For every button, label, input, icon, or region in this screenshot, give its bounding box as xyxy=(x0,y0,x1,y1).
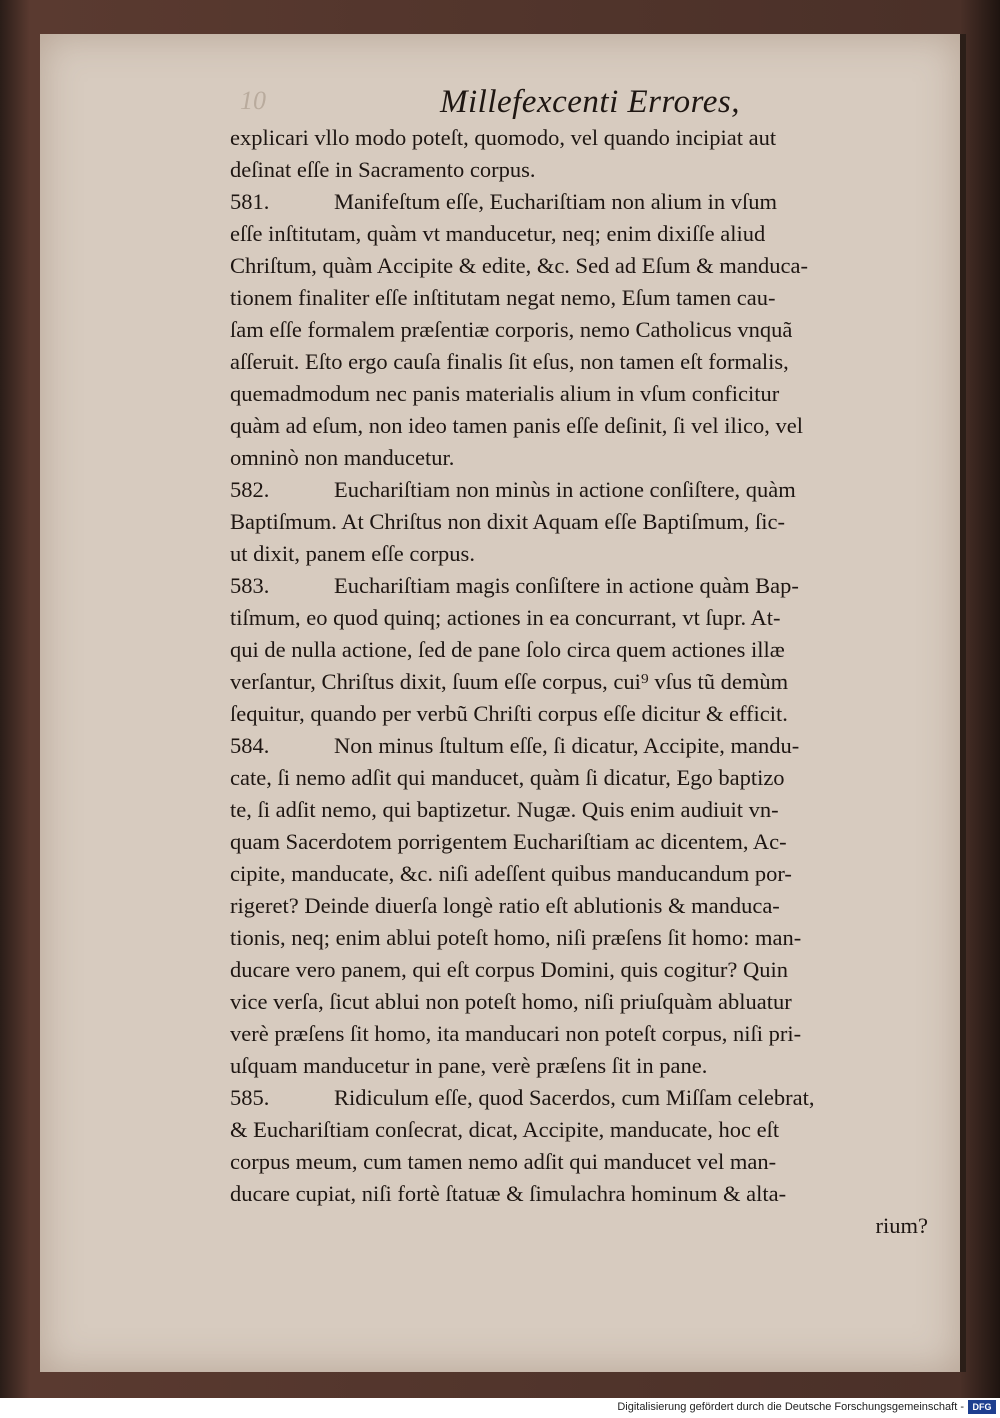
line-text: vice verſa, ſicut ablui non poteſt homo, niſi priuſquàm abluatur xyxy=(230,989,792,1014)
text-line xyxy=(230,890,928,922)
line-text: rigeret? Deinde diuerſa longè ratio eſt ablutionis & manduca- xyxy=(230,893,780,918)
line-text: tionem finaliter eſſe inſtitutam negat nemo, Eſum tamen cau- xyxy=(230,285,776,310)
page-number: 10 xyxy=(240,86,266,115)
dfg-logo: DFG xyxy=(968,1400,996,1414)
text-line xyxy=(230,858,928,890)
text-line xyxy=(230,1082,928,1114)
line-text: Manifeſtum eſſe, Euchariſtiam non alium in vſum xyxy=(334,189,778,214)
digitization-footer xyxy=(0,1398,1000,1418)
text-line xyxy=(230,122,928,154)
text-line xyxy=(230,954,928,986)
footer-credit: Digitalisierung gefördert durch die Deutsche Forschungsgemeinschaft - xyxy=(617,1401,964,1413)
line-text: deſinat eſſe in Sacramento corpus. xyxy=(230,157,536,182)
text-line xyxy=(230,1050,928,1082)
line-text: ut dixit, panem eſſe corpus. xyxy=(230,541,475,566)
text-line xyxy=(230,1018,928,1050)
text-line xyxy=(230,506,928,538)
line-text: Baptiſmum. At Chriſtus non dixit Aquam eſſe Baptiſmum, ſic- xyxy=(230,509,785,534)
line-text: & Euchariſtiam conſecrat, dicat, Accipite, manducate, hoc eſt xyxy=(230,1117,780,1142)
text-line xyxy=(230,250,928,282)
section-number: 581. xyxy=(230,189,270,214)
text-line xyxy=(230,186,928,218)
line-text: explicari vllo modo poteſt, quomodo, vel quando incipiat aut xyxy=(230,125,777,150)
text-line xyxy=(230,986,928,1018)
line-text: cipite, manducate, &c. niſi adeſſent quibus manducandum por- xyxy=(230,861,792,886)
text-line xyxy=(230,794,928,826)
text-line xyxy=(230,410,928,442)
text-line xyxy=(230,378,928,410)
line-text: ducare vero panem, qui eſt corpus Domini, quis cogitur? Quin xyxy=(230,957,788,982)
text-line xyxy=(230,1114,928,1146)
text-line xyxy=(230,762,928,794)
line-text: omninò non manducetur. xyxy=(230,445,455,470)
line-text: ſequitur, quando per verbũ Chriſti corpus eſſe dicitur & efficit. xyxy=(230,701,788,726)
text-line xyxy=(230,154,928,186)
line-text: Chriſtum, quàm Accipite & edite, &c. Sed ad Eſum & manduca- xyxy=(230,253,808,278)
section-number: 583. xyxy=(230,573,270,598)
line-text: Euchariſtiam magis conſiſtere in actione quàm Bap- xyxy=(334,573,799,598)
text-line xyxy=(230,602,928,634)
text-line xyxy=(230,698,928,730)
text-line xyxy=(230,730,928,762)
text-line xyxy=(230,474,928,506)
text-line xyxy=(230,922,928,954)
section-number: 585. xyxy=(230,1085,270,1110)
line-text: qui de nulla actione, ſed de pane ſolo circa quem actiones illæ xyxy=(230,637,785,662)
text-line xyxy=(230,666,928,698)
line-text: uſquam manducetur in pane, verè præſens ſit in pane. xyxy=(230,1053,708,1078)
text-line xyxy=(230,442,928,474)
running-head: Millefexcenti Errores, xyxy=(440,84,740,120)
text-line xyxy=(230,218,928,250)
line-text: ſam eſſe formalem præſentiæ corporis, nemo Catholicus vnquã xyxy=(230,317,793,342)
line-text: rium? xyxy=(875,1213,928,1238)
section-number: 582. xyxy=(230,477,270,502)
line-text: corpus meum, cum tamen nemo adſit qui manducet vel man- xyxy=(230,1149,777,1174)
line-text: cate, ſi nemo adſit qui manducet, quàm ſi dicatur, Ego baptizo xyxy=(230,765,785,790)
body-text xyxy=(230,122,928,1242)
text-line xyxy=(230,634,928,666)
line-text: quam Sacerdotem porrigentem Euchariſtiam ac dicentem, Ac- xyxy=(230,829,787,854)
line-text: tionis, neq; enim ablui poteſt homo, niſi præſens ſit homo: man- xyxy=(230,925,802,950)
text-line xyxy=(230,1146,928,1178)
text-line xyxy=(230,1210,928,1242)
book-page xyxy=(40,34,966,1372)
line-text: aſſeruit. Eſto ergo cauſa finalis ſit eſus, non tamen eſt formalis, xyxy=(230,349,789,374)
line-text: te, ſi adſit nemo, qui baptizetur. Nugæ. Quis enim audiuit vn- xyxy=(230,797,779,822)
line-text: verè præſens ſit homo, ita manducari non poteſt corpus, niſi pri- xyxy=(230,1021,802,1046)
line-text: verſantur, Chriſtus dixit, ſuum eſſe corpus, cui⁹ vſus tũ demùm xyxy=(230,669,789,694)
line-text: Ridiculum eſſe, quod Sacerdos, cum Miſſam celebrat, xyxy=(334,1085,815,1110)
line-text: Euchariſtiam non minùs in actione conſiſtere, quàm xyxy=(334,477,796,502)
text-line xyxy=(230,826,928,858)
line-text: quemadmodum nec panis materialis alium in vſum conficitur xyxy=(230,381,780,406)
text-line xyxy=(230,346,928,378)
section-number: 584. xyxy=(230,733,270,758)
text-line xyxy=(230,1178,928,1210)
text-line xyxy=(230,570,928,602)
text-line xyxy=(230,538,928,570)
line-text: ducare cupiat, niſi fortè ſtatuæ & ſimulachra hominum & alta- xyxy=(230,1181,787,1206)
text-line xyxy=(230,314,928,346)
line-text: quàm ad eſum, non ideo tamen panis eſſe deſinit, ſi vel ilico, vel xyxy=(230,413,803,438)
line-text: eſſe inſtitutam, quàm vt manducetur, neq; enim dixiſſe aliud xyxy=(230,221,766,246)
line-text: Non minus ſtultum eſſe, ſi dicatur, Accipite, mandu- xyxy=(334,733,800,758)
line-text: tiſmum, eo quod quinq; actiones in ea concurrant, vt ſupr. At- xyxy=(230,605,781,630)
text-line xyxy=(230,282,928,314)
